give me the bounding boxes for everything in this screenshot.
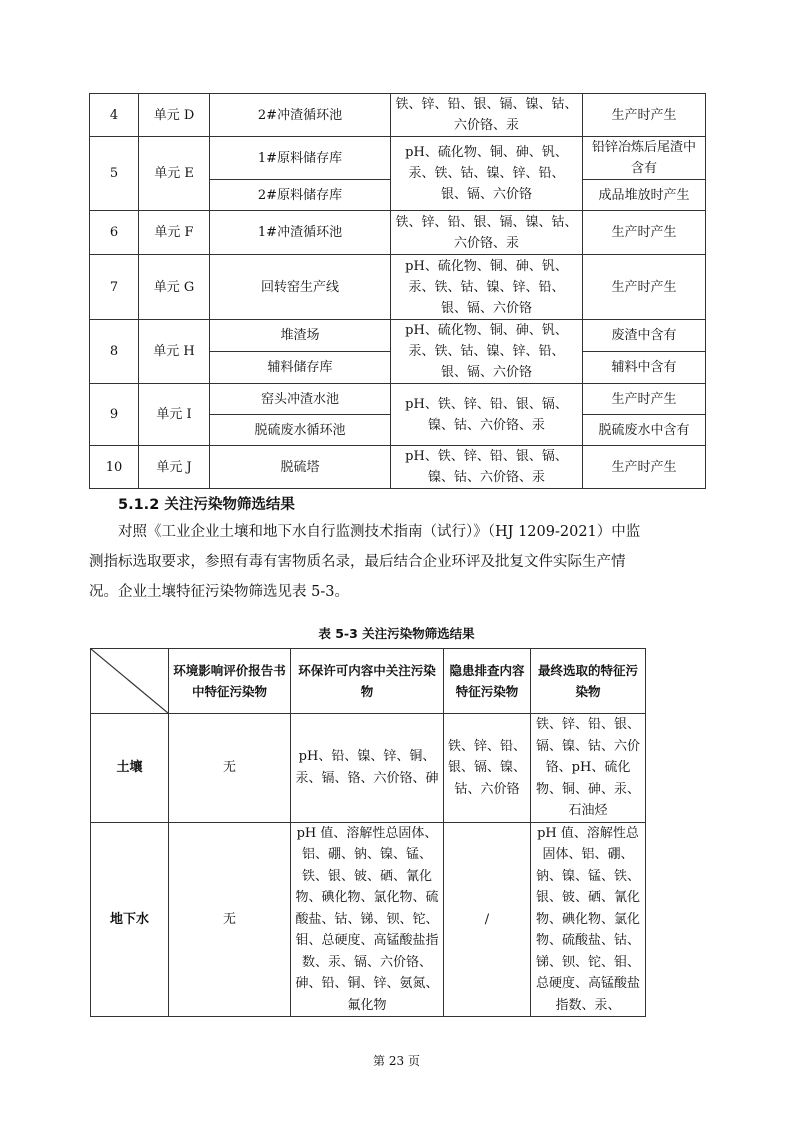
source: 生产时产生 bbox=[583, 255, 706, 320]
table-header-row bbox=[91, 649, 646, 714]
table-row bbox=[90, 384, 706, 415]
source: 生产时产生 bbox=[583, 211, 706, 255]
pollutants: pH、铁、锌、铅、银、镉、镍、钴、六价铬、汞 bbox=[391, 384, 583, 446]
paragraph-line: 对照《工业企业土壤和地下水自行监测技术指南（试行）》（HJ 1209-2021）中监 bbox=[118, 524, 641, 540]
table-row bbox=[90, 211, 706, 255]
row-number: 5 bbox=[90, 137, 139, 211]
facility: 回转窑生产线 bbox=[210, 255, 391, 320]
pollutants: 铁、锌、铅、银、镉、镍、钴、六价铬、汞 bbox=[391, 211, 583, 255]
column-header: 最终选取的特征污染物 bbox=[531, 649, 646, 714]
source: 生产时产生 bbox=[583, 384, 706, 415]
source: 生产时产生 bbox=[583, 446, 706, 489]
eia-pollutants: 无 bbox=[169, 822, 291, 1017]
row-number: 6 bbox=[90, 211, 139, 255]
paragraph-line: 测指标选取要求，参照有毒有害物质名录，最后结合企业环评及批复文件实际生产情 bbox=[89, 554, 626, 570]
pollutant-screening-table bbox=[90, 648, 646, 1017]
source: 废渣中含有 bbox=[583, 320, 706, 352]
column-header: 环境影响评价报告书中特征污染物 bbox=[169, 649, 291, 714]
source: 辅料中含有 bbox=[583, 352, 706, 384]
permit-pollutants: pH、铅、镍、锌、铜、汞、镉、铬、六价铬、砷 bbox=[291, 714, 444, 823]
pollutants: 铁、锌、铅、银、镉、镍、钴、六价铬、汞 bbox=[391, 94, 583, 137]
facility: 堆渣场 bbox=[210, 320, 391, 352]
page-number: 第 23 页 bbox=[373, 1054, 420, 1068]
row-number: 8 bbox=[90, 320, 139, 384]
source: 铅锌冶炼后尾渣中含有 bbox=[583, 137, 706, 180]
diagonal-header-cell bbox=[91, 649, 169, 714]
facility: 2#原料储存库 bbox=[210, 180, 391, 211]
hazard-pollutants: 铁、锌、铅、银、镉、镍、钴、六价铬 bbox=[444, 714, 531, 823]
facility: 辅料储存库 bbox=[210, 352, 391, 384]
table-caption: 表 5-3 关注污染物筛选结果 bbox=[318, 626, 475, 641]
source: 成品堆放时产生 bbox=[583, 180, 706, 211]
pollutants: pH、硫化物、铜、砷、钒、汞、铁、钴、镍、锌、铅、 银、镉、六价铬 bbox=[391, 137, 583, 211]
table-row bbox=[90, 446, 706, 489]
unit-name: 单元 F bbox=[139, 211, 210, 255]
permit-pollutants: pH 值、溶解性总固体、铝、硼、钠、镍、锰、铁、银、铍、硒、氰化物、碘化物、氯化物、硫酸盐、钴、锑、钡、铊、钼、总硬度、高锰酸盐指数、汞、镉、六价铬、砷、铅、铜、锌、氨氮、氟化物 bbox=[291, 822, 444, 1017]
monitoring-unit-table bbox=[89, 93, 706, 489]
table-row bbox=[91, 714, 646, 823]
unit-name: 单元 I bbox=[139, 384, 210, 446]
eia-pollutants: 无 bbox=[169, 714, 291, 823]
row-label: 土壤 bbox=[91, 714, 169, 823]
row-number: 9 bbox=[90, 384, 139, 446]
source: 脱硫废水中含有 bbox=[583, 415, 706, 446]
facility: 窑头冲渣水池 bbox=[210, 384, 391, 415]
facility: 2#冲渣循环池 bbox=[210, 94, 391, 137]
source: 生产时产生 bbox=[583, 94, 706, 137]
facility: 1#原料储存库 bbox=[210, 137, 391, 180]
paragraph-line: 况。企业土壤特征污染物筛选见表 5-3。 bbox=[89, 584, 349, 600]
table-row bbox=[90, 94, 706, 137]
section-heading: 5.1.2 关注污染物筛选结果 bbox=[118, 497, 295, 513]
table-row bbox=[90, 137, 706, 180]
unit-name: 单元 J bbox=[139, 446, 210, 489]
unit-name: 单元 G bbox=[139, 255, 210, 320]
table-row bbox=[91, 822, 646, 1017]
row-number: 7 bbox=[90, 255, 139, 320]
column-header: 环保许可内容中关注污染物 bbox=[291, 649, 444, 714]
unit-name: 单元 D bbox=[139, 94, 210, 137]
row-number: 4 bbox=[90, 94, 139, 137]
table-row bbox=[90, 320, 706, 352]
facility: 脱硫塔 bbox=[210, 446, 391, 489]
diagonal-line bbox=[91, 649, 168, 713]
hazard-pollutants: / bbox=[444, 822, 531, 1017]
row-label: 地下水 bbox=[91, 822, 169, 1017]
table-row bbox=[90, 255, 706, 320]
unit-name: 单元 H bbox=[139, 320, 210, 384]
final-pollutants: 铁、锌、铅、银、镉、镍、钴、六价铬、pH、硫化物、铜、砷、汞、石油烃 bbox=[531, 714, 646, 823]
facility: 1#冲渣循环池 bbox=[210, 211, 391, 255]
final-pollutants: pH 值、溶解性总固体、铝、硼、钠、镍、锰、铁、银、铍、硒、氰化物、碘化物、氯化物、硫酸盐、钴、锑、钡、铊、钼、总硬度、高锰酸盐指数、汞、 bbox=[531, 822, 646, 1017]
row-number: 10 bbox=[90, 446, 139, 489]
facility: 脱硫废水循环池 bbox=[210, 415, 391, 446]
pollutants: pH、硫化物、铜、砷、钒、汞、铁、钴、镍、锌、铅、 银、镉、六价铬 bbox=[391, 255, 583, 320]
pollutants: pH、铁、锌、铅、银、镉、镍、钴、六价铬、汞 bbox=[391, 446, 583, 489]
pollutants: pH、硫化物、铜、砷、钒、汞、铁、钴、镍、锌、铅、 银、镉、六价铬 bbox=[391, 320, 583, 384]
unit-name: 单元 E bbox=[139, 137, 210, 211]
column-header: 隐患排查内容特征污染物 bbox=[444, 649, 531, 714]
